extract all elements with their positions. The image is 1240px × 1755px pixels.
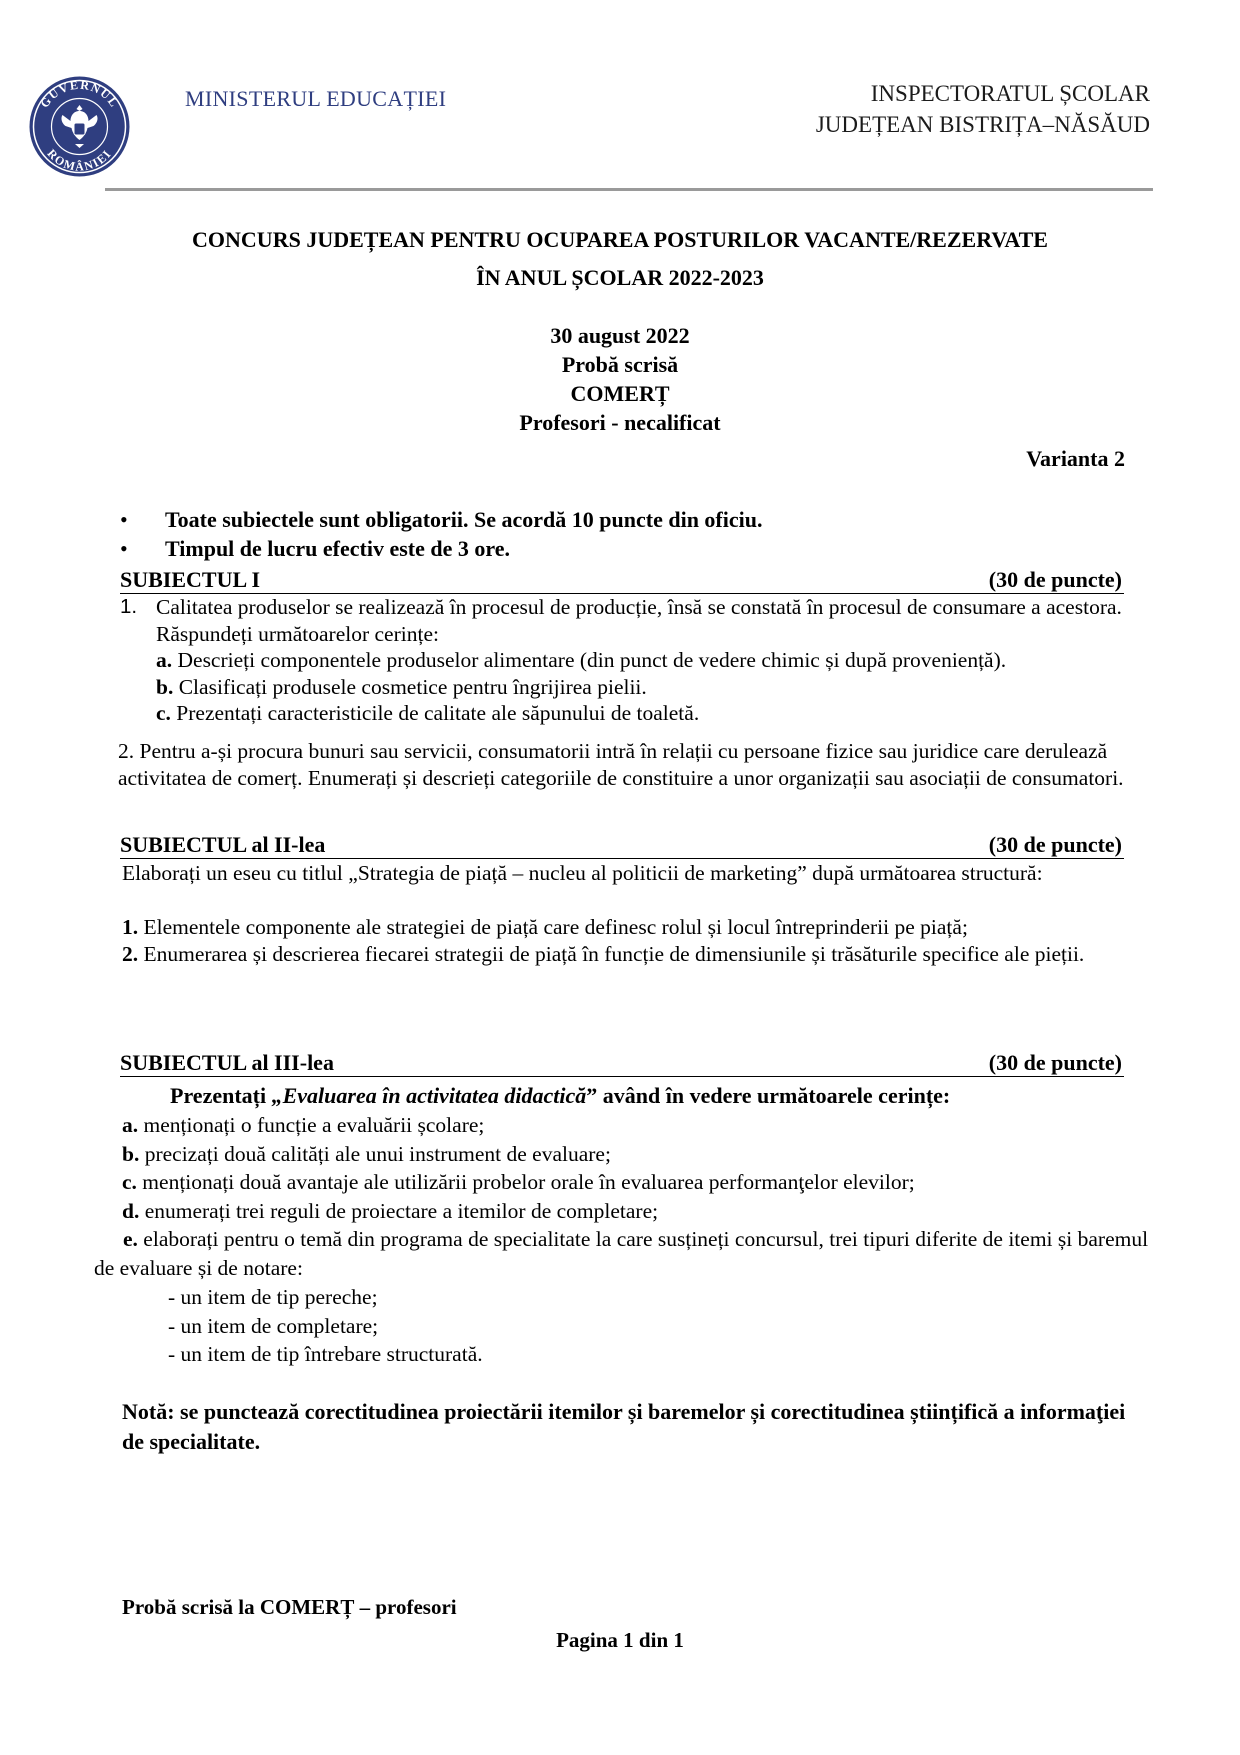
exam-date: 30 august 2022 xyxy=(550,323,690,348)
subject-2-items xyxy=(122,914,1134,967)
subject-1-question-2: 2. Pentru a-și procura bunuri sau servicii, consumatorii intră în relații cu persoane fizice sau juridice care derulează activitatea de comerț. Enumerați și descrieți categoriile de constituire a unor organizații sau asociații de consumatori. xyxy=(118,739,1124,790)
exam-category: Profesori - necalificat xyxy=(519,410,721,435)
subject-1-heading xyxy=(120,564,1124,594)
subject-1-items xyxy=(156,647,1156,727)
list-item: b. Clasificați produsele cosmetice pentru îngrijirea pielii. xyxy=(156,674,647,699)
instruction-item: • Toate subiectele sunt obligatorii. Se acordă 10 puncte din oficiu. xyxy=(120,505,1120,534)
government-seal-logo xyxy=(28,75,131,178)
competition-title-line-1: CONCURS JUDEȚEAN PENTRU OCUPAREA POSTURILOR VACANTE/REZERVATE xyxy=(192,227,1048,252)
list-item: - un item de tip întrebare structurată. xyxy=(168,1342,483,1366)
competition-title-line-2: ÎN ANUL ȘCOLAR 2022-2023 xyxy=(476,265,764,290)
subject-3-items xyxy=(122,1111,1132,1225)
svg-text:ROMÂNIEI: ROMÂNIEI xyxy=(44,146,115,174)
header-divider xyxy=(105,188,1153,191)
inspectorate-line-2: JUDEȚEAN BISTRIȚA–NĂSĂUD xyxy=(815,112,1150,137)
exam-type: Probă scrisă xyxy=(561,352,679,377)
subject-1-points: (30 de puncte) xyxy=(988,567,1122,592)
ministry-name: MINISTERUL EDUCAȚIEI xyxy=(185,86,447,111)
exam-variant: Varianta 2 xyxy=(1026,446,1125,471)
subject-2-title: SUBIECTUL al II-lea xyxy=(120,832,326,857)
inspectorate-line-1: INSPECTORATUL ȘCOLAR xyxy=(870,81,1150,106)
list-item: - un item de tip pereche; xyxy=(168,1285,378,1309)
svg-text:GUVERNUL: GUVERNUL xyxy=(37,77,122,111)
list-item: 1. Elementele componente ale strategiei de piață care definesc rolul și locul întreprinderii pe piață; xyxy=(122,915,968,939)
question-number: 1. xyxy=(120,595,138,618)
list-item: a. Descrieți componentele produselor alimentare (din punct de vedere chimic și după proveniență). xyxy=(156,648,1007,672)
subject-2-points: (30 de puncte) xyxy=(988,832,1122,857)
subject-3-heading xyxy=(120,1047,1124,1077)
instructions-list xyxy=(120,505,1120,563)
inspectorate-name xyxy=(730,78,1150,140)
subject-3-title: SUBIECTUL al III-lea xyxy=(120,1050,334,1075)
page-number: Pagina 1 din 1 xyxy=(556,1628,684,1652)
subject-2-intro: Elaborați un eseu cu titlul „Strategia de piață – nucleu al politicii de marketing” după următoarea structură: xyxy=(122,861,1043,885)
subject-3-intro: Prezentați „Evaluarea în activitatea didactică” având în vedere următoarele cerințe: xyxy=(170,1083,951,1108)
subject-1-title: SUBIECTUL I xyxy=(120,567,261,592)
list-item: c. menționați două avantaje ale utilizării probelor orale în evaluarea performanţelor elevilor; xyxy=(122,1170,915,1194)
evaluation-note: Notă: se punctează corectitudinea proiectării itemilor și baremelor și corectitudinea științifică a informaţiei de specialitate. xyxy=(122,1399,1126,1454)
footer-exam-label: Probă scrisă la COMERȚ – profesori xyxy=(122,1595,457,1619)
subject-3-item-e: e. elaborați pentru o temă din programa de specialitate la care susțineți concursul, trei tipuri diferite de itemi și baremul de evaluare și de notare: xyxy=(94,1227,1149,1280)
instruction-item: • Timpul de lucru efectiv este de 3 ore. xyxy=(120,534,1120,563)
subject-3-sub-items xyxy=(168,1283,868,1369)
subject-1-question-1-text: Calitatea produselor se realizează în procesul de producție, însă se constată în procesul de consumare a acestora. Răspundeți următoarelor cerințe: xyxy=(156,595,1122,646)
exam-subject: COMERȚ xyxy=(570,381,670,406)
subject-3-points: (30 de puncte) xyxy=(988,1050,1122,1075)
list-item: a. menționați o funcție a evaluării școlare; xyxy=(122,1113,485,1137)
list-item: d. enumerați trei reguli de proiectare a itemilor de completare; xyxy=(122,1198,659,1223)
subject-2-heading xyxy=(120,829,1124,859)
list-item: 2. Enumerarea și descrierea fiecarei strategii de piață în funcție de dimensiunile și trăsăturile specifice ale pieții. xyxy=(122,941,1085,966)
list-item: b. precizați două calități ale unui instrument de evaluare; xyxy=(122,1141,611,1166)
list-item: - un item de completare; xyxy=(168,1313,379,1338)
list-item: c. Prezentați caracteristicile de calitate ale săpunului de toaletă. xyxy=(156,701,700,725)
